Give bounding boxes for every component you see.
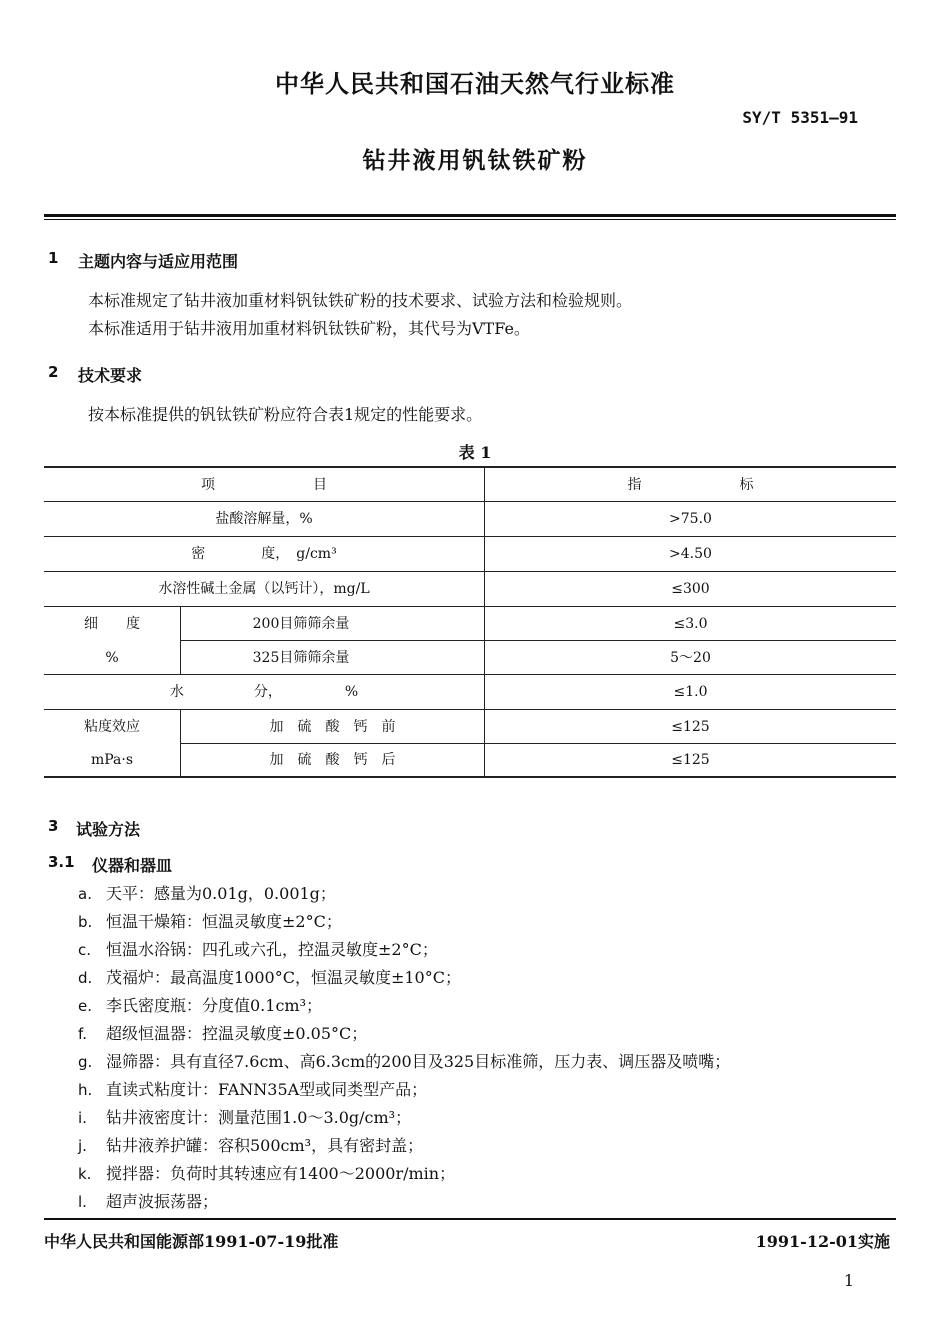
document-title: 钻井液用钒钛铁矿粉 [362,147,588,174]
section-2-para-1: 按本标准提供的钒钛铁矿粉应符合表1规定的性能要求。 [88,405,483,424]
instrument-item [78,937,438,960]
table-group-unit: mPa·s [90,752,134,768]
org-heading: 中华人民共和国石油天然气行业标准 [275,69,675,98]
table-cell-value: ≤3.0 [673,616,708,632]
table-cell-value: ≤300 [671,581,710,597]
table-cell-value: 5～20 [670,650,711,666]
instrument-label: b. [78,913,93,931]
table-group-label: 细 度 [84,616,140,632]
table-cell-sublabel: 325目筛筛余量 [252,650,350,666]
table-cell-sublabel: 加 硫 酸 钙 后 [269,752,396,768]
instrument-text: 超级恒温器：控温灵敏度±0.05°C； [106,1024,368,1043]
instrument-label: d. [78,969,93,987]
section-1-para-2: 本标准适用于钻井液用加重材料钒钛铁矿粉，其代号为VTFe。 [88,319,530,338]
section-2-number: 2 [48,363,59,381]
instrument-item [78,1133,423,1156]
table-cell-label: 水溶性碱土金属（以钙计），mg/L [158,581,370,597]
instrument-label: a. [78,885,92,903]
instrument-text: 钻井液密度计：测量范围1.0～3.0g/cm³； [106,1108,412,1127]
instrument-item [78,1189,218,1212]
instrument-label: h. [78,1081,93,1099]
table-cell-label: 盐酸溶解量，% [215,511,313,527]
instrument-text: 李氏密度瓶：分度值0.1cm³； [106,996,322,1015]
section-1-number: 1 [48,249,59,267]
table-cell-value: ≤1.0 [673,684,708,700]
section-3-1-number: 3.1 [48,853,75,871]
instrument-text: 钻井液养护罐：容积500cm³，具有密封盖； [106,1136,424,1155]
instrument-item [78,1021,367,1044]
instrument-item [78,1049,730,1072]
instrument-text: 恒温水浴锅：四孔或六孔，控温灵敏度±2°C； [106,940,438,959]
instrument-item [78,1077,427,1100]
approval-note: 中华人民共和国能源部1991-07-19批准 [44,1232,339,1251]
table-cell-value: >75.0 [669,511,712,527]
instrument-text: 超声波振荡器； [106,1192,219,1211]
instrument-item [78,909,342,932]
spec-table [44,466,896,778]
section-2-title: 技术要求 [78,366,143,385]
instrument-label: e. [78,997,92,1015]
instrument-label: j. [78,1137,87,1155]
table-cell-value: ≤125 [671,719,710,735]
instrument-label: i. [78,1109,87,1127]
instrument-item [78,965,461,988]
instrument-label: c. [78,941,92,959]
instrument-text: 茂福炉：最高温度1000°C，恒温灵敏度±10°C； [106,968,461,987]
instrument-item [78,1161,455,1184]
instrument-label: l. [78,1193,87,1211]
effective-date: 1991-12-01实施 [755,1232,890,1251]
table-header-spec: 指 标 [627,477,754,493]
instrument-label: k. [78,1165,92,1183]
footer-rule [44,1218,896,1220]
section-1-title: 主题内容与适应用范围 [78,252,239,271]
section-3-number: 3 [48,817,59,835]
section-1-para-1: 本标准规定了钻井液加重材料钒钛铁矿粉的技术要求、试验方法和检验规则。 [88,291,633,310]
instrument-text: 湿筛器：具有直径7.6cm、高6.3cm的200目及325目标准筛，压力表、调压器及喷嘴； [106,1052,731,1071]
table-caption: 表 1 [458,443,492,462]
table-cell-value: ≤125 [671,752,710,768]
instrument-label: f. [78,1025,87,1043]
instrument-text: 直读式粘度计：FANN35A型或同类型产品； [106,1080,428,1099]
table-cell-value: >4.50 [669,546,712,562]
table-cell-sublabel: 加 硫 酸 钙 前 [269,719,396,735]
table-cell-label: 密 度， g/cm³ [191,546,337,562]
instrument-item [78,1105,411,1128]
table-cell-label: 水 分， % [169,684,359,700]
instrument-text: 天平：感量为0.01g，0.001g； [106,884,336,903]
instrument-item [78,993,322,1016]
table-header-item: 项 目 [201,477,327,493]
instrument-item [78,881,336,904]
title-rule-thin [44,219,896,220]
instrument-label: g. [78,1053,93,1071]
table-group-unit: % [105,650,119,666]
standard-code: SY/T 5351—91 [742,108,858,127]
instrument-text: 搅拌器：负荷时其转速应有1400～2000r/min； [106,1164,456,1183]
table-cell-sublabel: 200目筛筛余量 [252,616,350,632]
section-3-1-title: 仪器和器皿 [92,856,173,875]
table-group-label: 粘度效应 [84,719,140,735]
page-number: 1 [843,1271,854,1290]
instrument-text: 恒温干燥箱：恒温灵敏度±2°C； [106,912,342,931]
title-rule-thick [44,214,896,217]
section-3-title: 试验方法 [76,820,141,839]
